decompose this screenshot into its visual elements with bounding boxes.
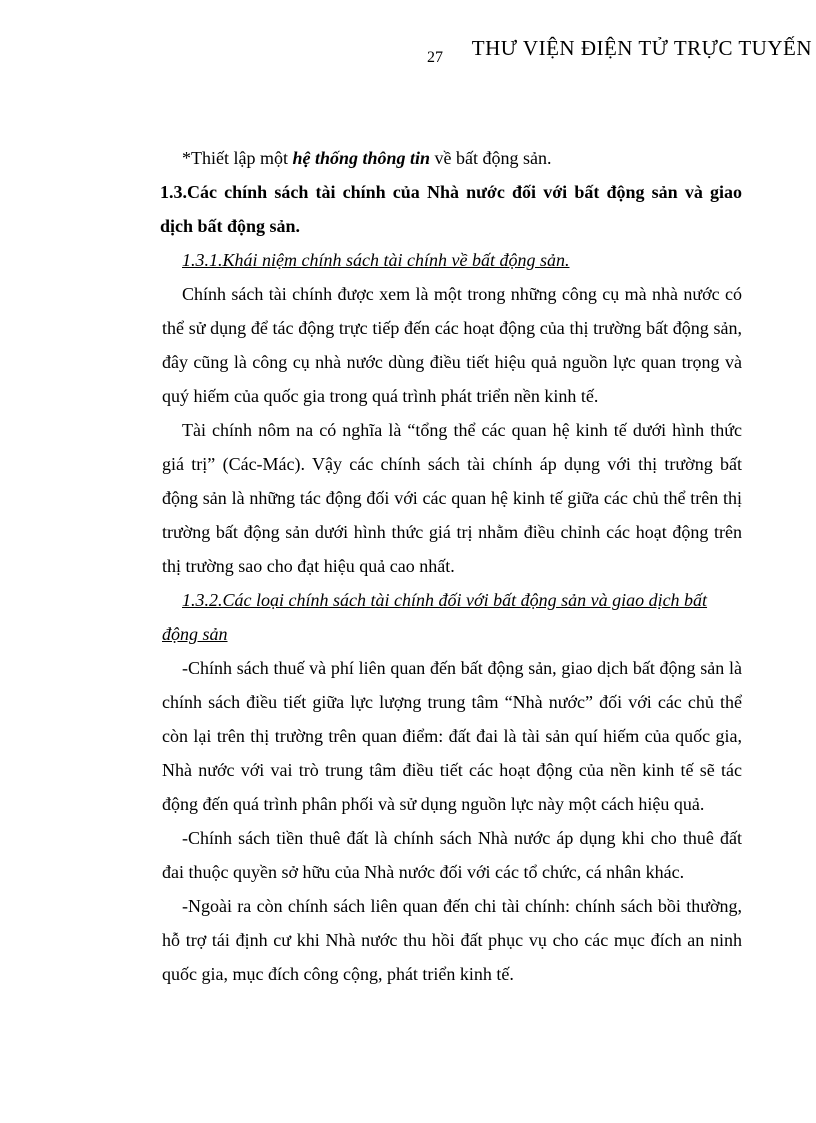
paragraph-4: -Chính sách tiền thuê đất là chính sách Nhà nước áp dụng khi cho thuê đất đai thuộc quyền sở hữu của Nhà nước đối với các tổ chức, cá nhân khác. <box>162 828 742 882</box>
info-system-line <box>162 141 742 175</box>
paragraph-1: Chính sách tài chính được xem là một trong những công cụ mà nhà nước có thể sử dụng để tác động trực tiếp đến các hoạt động của thị trường bất động sản, đây cũng là công cụ nhà nước dùng điều tiết hiệu quả nguồn lực quan trọng và quý hiếm của quốc gia trong quá trình phát triển nền kinh tế. <box>162 284 742 406</box>
document-body <box>162 141 742 991</box>
paragraph-5: -Ngoài ra còn chính sách liên quan đến chi tài chính: chính sách bồi thường, hỗ trợ tái định cư khi Nhà nước thu hồi đất phục vụ cho các mục đích an ninh quốc gia, mục đích công cộng, phát triển kinh tế. <box>162 896 742 984</box>
section-heading: 1.3.Các chính sách tài chính của Nhà nước đối với bất động sản và giao dịch bất động sản. <box>160 182 742 236</box>
paragraph-2: Tài chính nôm na có nghĩa là “tổng thể các quan hệ kinh tế dưới hình thức giá trị” (Các-Mác). Vậy các chính sách tài chính áp dụng với thị trường bất động sản là những tác động đối với các quan hệ kinh tế giữa các chủ thể trên thị trường bất động sản dưới hình thức giá trị nhằm điều chỉnh các hoạt động trên thị trường sao cho đạt hiệu quả cao nhất. <box>162 420 742 576</box>
paragraph-3: -Chính sách thuế và phí liên quan đến bất động sản, giao dịch bất động sản là chính sách điều tiết giữa lực lượng trung tâm “Nhà nước” đối với các chủ thể còn lại trên thị trường trên quan điểm: đất đai là tài sản quí hiếm của quốc gia, Nhà nước với vai trò trung tâm điều tiết các hoạt động của nền kinh tế sẽ tác động đến quá trình phân phối và sử dụng nguồn lực này một cách hiệu quả. <box>162 658 742 814</box>
subsection-heading-1: 1.3.1.Khái niệm chính sách tài chính về bất động sản. <box>182 250 570 270</box>
line-suffix: về bất động sản. <box>430 148 552 168</box>
site-header: THƯ VIỆN ĐIỆN TỬ TRỰC TUYẾN <box>471 36 812 60</box>
page-number: 27 <box>427 49 443 66</box>
line-prefix: *Thiết lập một <box>182 148 293 168</box>
subsection-heading-2: 1.3.2.Các loại chính sách tài chính đối với bất động sản và giao dịch bất động sản <box>162 590 708 644</box>
emphasized-term: hệ thống thông tin <box>292 148 431 168</box>
